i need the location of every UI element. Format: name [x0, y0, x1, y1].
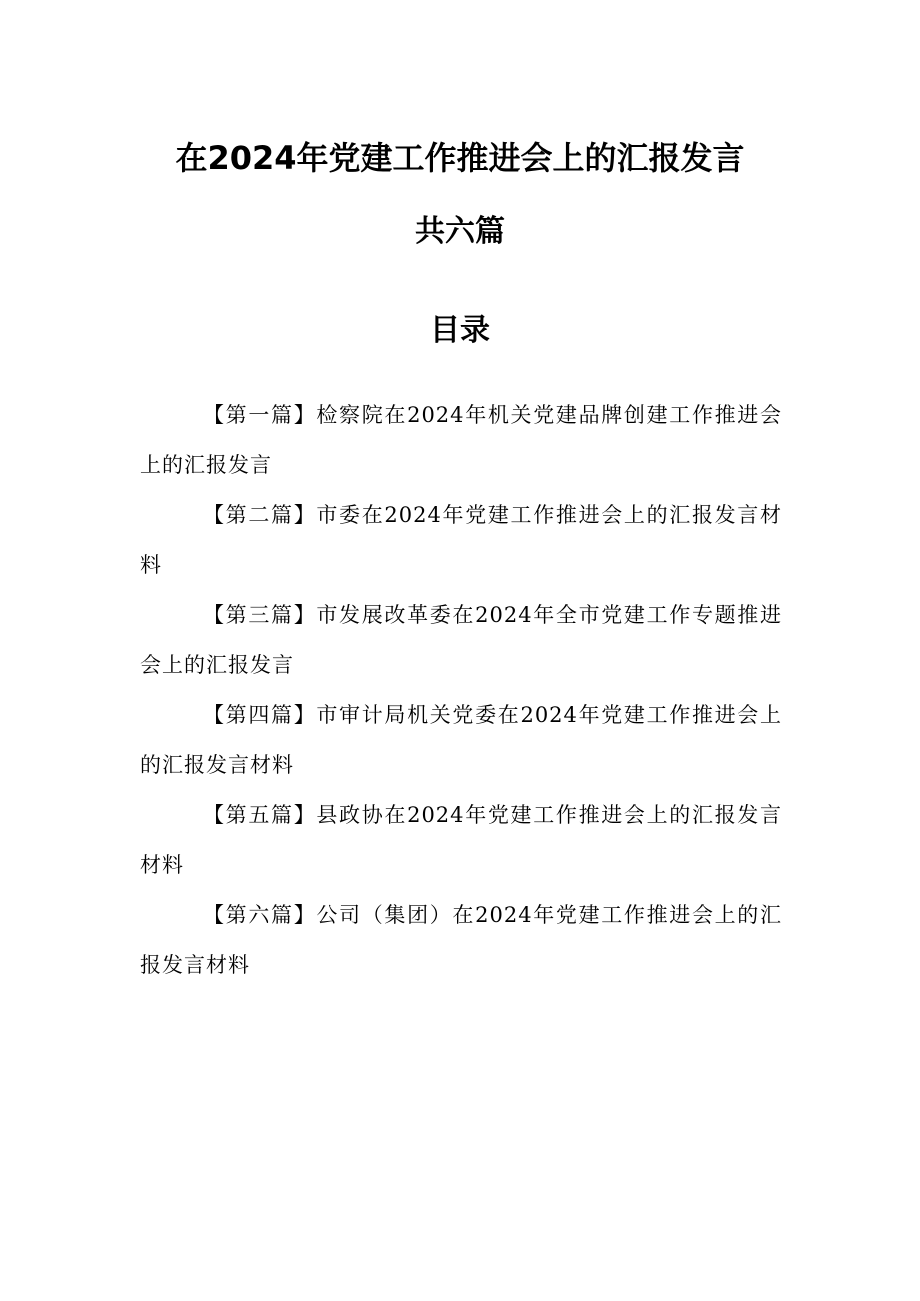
table-of-contents [140, 390, 782, 990]
toc-item-3: 【第三篇】市发展改革委在2024年全市党建工作专题推进会上的汇报发言 [140, 603, 782, 677]
toc-item-6: 【第六篇】公司（集团）在2024年党建工作推进会上的汇报发言材料 [140, 903, 782, 977]
document-subtitle: 共六篇 [415, 214, 505, 249]
toc-item-2: 【第二篇】市委在2024年党建工作推进会上的汇报发言材料 [140, 503, 782, 577]
toc-item-4: 【第四篇】市审计局机关党委在2024年党建工作推进会上的汇报发言材料 [140, 703, 782, 777]
document-title: 在2024年党建工作推进会上的汇报发言 [175, 139, 745, 177]
toc-item-1: 【第一篇】检察院在2024年机关党建品牌创建工作推进会上的汇报发言 [140, 403, 782, 477]
toc-item-5: 【第五篇】县政协在2024年党建工作推进会上的汇报发言材料 [140, 803, 782, 877]
toc-heading: 目录 [430, 313, 490, 348]
